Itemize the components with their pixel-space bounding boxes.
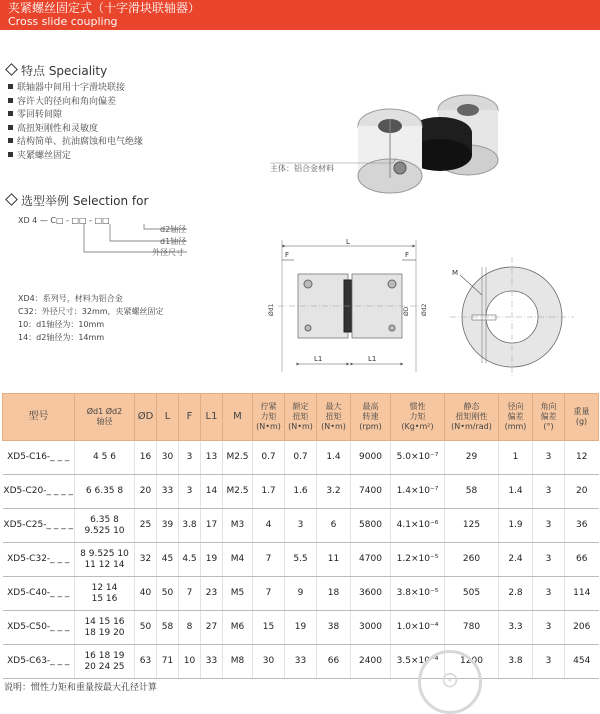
table-cell: 30 (253, 645, 285, 679)
table-cell: 9 (285, 577, 317, 611)
table-row (3, 577, 599, 611)
feature-item (8, 136, 143, 150)
page-subtitle: Cross slide coupling (8, 15, 118, 28)
table-cell: 23 (201, 577, 223, 611)
table-cell: 7400 (351, 475, 391, 509)
table-cell: 5800 (351, 509, 391, 543)
table-cell: 3.8×10⁻⁵ (391, 577, 445, 611)
footer-note: 说明：惯性力矩和重量按最大孔径计算 (4, 683, 158, 693)
table-cell: 63 (135, 645, 157, 679)
table-cell: XD5-C63-_ _ _ (3, 645, 75, 679)
table-cell: XD5-C40-_ _ _ (3, 577, 75, 611)
bullet-icon (8, 98, 13, 103)
feature-text: 夹紧螺丝固定 (17, 150, 72, 161)
table-cell: 17 (201, 509, 223, 543)
table-header-cell: 最高 转速 (rpm) (351, 394, 391, 441)
table-header-cell: 最大 扭矩 (N•m) (317, 394, 351, 441)
table-cell: 3 (179, 475, 201, 509)
dim-F: F (285, 251, 290, 259)
table-cell: 5.0×10⁻⁷ (391, 441, 445, 475)
label-od: 外径尺寸 (152, 248, 184, 257)
feature-item (8, 109, 143, 123)
bullet-icon (8, 152, 13, 157)
table-header-cell: 额定 扭矩 (N•m) (285, 394, 317, 441)
feature-item (8, 123, 143, 137)
table-cell: 18 (317, 577, 351, 611)
table-cell: 66 (317, 645, 351, 679)
table-cell: 45 (157, 543, 179, 577)
feature-item (8, 96, 143, 110)
features-heading-label: 特点 Speciality (21, 64, 108, 78)
table-cell: M2.5 (223, 475, 253, 509)
brand-watermark-icon: ⊙ (418, 650, 482, 714)
table-cell: 15 (253, 611, 285, 645)
table-header-cell: M (223, 394, 253, 441)
table-cell: 0.7 (253, 441, 285, 475)
table-cell: 3 (533, 475, 565, 509)
table-cell: 3 (285, 509, 317, 543)
spec-table (2, 393, 599, 679)
table-cell: 4.5 (179, 543, 201, 577)
table-cell: 32 (135, 543, 157, 577)
table-cell: 50 (157, 577, 179, 611)
table-cell: 505 (445, 577, 499, 611)
table-header-cell: 径向 偏差 (mm) (499, 394, 533, 441)
diamond-icon (5, 63, 18, 76)
table-cell: 4 5 6 (75, 441, 135, 475)
dim-M: M (452, 269, 459, 277)
table-cell: 19 (201, 543, 223, 577)
table-header-cell: Ød1 Ød2 轴径 (75, 394, 135, 441)
table-cell: 20 (135, 475, 157, 509)
table-cell: 3 (533, 441, 565, 475)
table-cell: 125 (445, 509, 499, 543)
table-header-cell: L1 (201, 394, 223, 441)
table-cell: 6 6.35 8 (75, 475, 135, 509)
dim-d1: Ød1 (268, 303, 275, 316)
table-cell: 3 (533, 611, 565, 645)
dim-d2: Ød2 (421, 303, 428, 316)
table-cell: M6 (223, 611, 253, 645)
table-cell: 36 (565, 509, 599, 543)
table-cell: XD5-C20-_ _ _ _ (3, 475, 75, 509)
dim-F-right: F (405, 251, 410, 259)
table-cell: 71 (157, 645, 179, 679)
table-cell: 8 9.525 10 11 12 14 (75, 543, 135, 577)
dim-L: L (346, 238, 350, 246)
table-cell: 6 (317, 509, 351, 543)
table-cell: XD5-C32-_ _ _ (3, 543, 75, 577)
table-cell: 2400 (351, 645, 391, 679)
label-d2: d2轴径 (160, 225, 187, 234)
table-cell: 30 (157, 441, 179, 475)
selection-heading-label: 选型举例 Selection for (21, 194, 149, 208)
end-view-drawing (440, 255, 585, 380)
selection-notes (18, 292, 164, 344)
table-cell: 12 14 15 16 (75, 577, 135, 611)
feature-text: 零回转间隙 (17, 110, 63, 120)
page-title: 夹紧螺丝固定式（十字滑块联轴器） (8, 1, 201, 15)
table-cell: 58 (445, 475, 499, 509)
product-photo (330, 88, 530, 198)
table-cell: 1 (499, 441, 533, 475)
feature-text: 联轴器中间用十字滑块联接 (17, 83, 126, 93)
table-cell: 9000 (351, 441, 391, 475)
bullet-icon (8, 125, 13, 130)
table-cell: 3 (533, 645, 565, 679)
table-cell: 2.4 (499, 543, 533, 577)
diamond-icon (5, 193, 18, 206)
features-heading (6, 62, 107, 79)
table-cell: 12 (565, 441, 599, 475)
table-row (3, 543, 599, 577)
label-d1: d1轴径 (160, 237, 187, 246)
table-cell: 13 (201, 441, 223, 475)
table-cell: 16 (135, 441, 157, 475)
table-cell: 5.5 (285, 543, 317, 577)
table-cell: XD5-C16-_ _ _ (3, 441, 75, 475)
table-cell: 3000 (351, 611, 391, 645)
table-row (3, 509, 599, 543)
table-header-cell: ØD (135, 394, 157, 441)
table-cell: 33 (201, 645, 223, 679)
table-row (3, 441, 599, 475)
table-cell: 1200 (445, 645, 499, 679)
table-header-cell: F (179, 394, 201, 441)
note-line: XD4：系列号，材料为铝合金 (18, 294, 123, 303)
table-cell: 19 (285, 611, 317, 645)
table-cell: 3 (179, 441, 201, 475)
table-cell: 1.4 (499, 475, 533, 509)
table-cell: XD5-C25-_ _ _ _ (3, 509, 75, 543)
table-header-cell: L (157, 394, 179, 441)
table-cell: 14 (201, 475, 223, 509)
table-cell: 14 15 16 18 19 20 (75, 611, 135, 645)
table-cell: 10 (179, 645, 201, 679)
table-cell: 3 (533, 577, 565, 611)
table-cell: 4.1×10⁻⁶ (391, 509, 445, 543)
table-header-cell: 角向 偏差 (°) (533, 394, 565, 441)
feature-text: 容许大的径向和角向偏差 (17, 96, 117, 107)
material-note: 主体：铝合金材料 (270, 164, 334, 173)
table-cell: 454 (565, 645, 599, 679)
table-cell: 3.8 (499, 645, 533, 679)
table-cell: 1.4×10⁻⁷ (391, 475, 445, 509)
table-header-cell: 静态 扭矩刚性 (N•m/rad) (445, 394, 499, 441)
table-cell: 58 (157, 611, 179, 645)
table-cell: 66 (565, 543, 599, 577)
material-leader-line (268, 158, 398, 168)
table-cell: 1.9 (499, 509, 533, 543)
table-cell: 7 (253, 577, 285, 611)
table-cell: M5 (223, 577, 253, 611)
table-cell: XD5-C50-_ _ _ (3, 611, 75, 645)
bullet-icon (8, 138, 13, 143)
table-header-cell: 型号 (3, 394, 75, 441)
table-cell: 6.35 8 9.525 10 (75, 509, 135, 543)
table-cell: 16 18 19 20 24 25 (75, 645, 135, 679)
table-header-cell: 重量 (g) (565, 394, 599, 441)
feature-item (8, 82, 143, 96)
table-cell: 4 (253, 509, 285, 543)
dim-L1-right: L1 (368, 355, 377, 363)
note-line: 14：d2轴径为：14mm (18, 333, 105, 342)
table-cell: 33 (285, 645, 317, 679)
bullet-icon (8, 84, 13, 89)
table-cell: 40 (135, 577, 157, 611)
code-callouts (60, 222, 210, 258)
feature-text: 结构简单、抗油腐蚀和电气绝缘 (17, 137, 144, 147)
table-cell: 0.7 (285, 441, 317, 475)
header-bar (0, 0, 600, 30)
table-cell: 1.6 (285, 475, 317, 509)
table-row (3, 475, 599, 509)
table-header-cell: 惯性 力矩 (Kg•m²) (391, 394, 445, 441)
table-cell: 33 (157, 475, 179, 509)
table-cell: 3600 (351, 577, 391, 611)
table-cell: 29 (445, 441, 499, 475)
table-cell: 780 (445, 611, 499, 645)
table-cell: 7 (179, 577, 201, 611)
table-cell: 3 (533, 543, 565, 577)
table-cell: 25 (135, 509, 157, 543)
table-cell: 260 (445, 543, 499, 577)
note-line: C32：外径尺寸：32mm，夹紧螺丝固定 (18, 307, 164, 316)
table-cell: 3.2 (317, 475, 351, 509)
table-cell: 20 (565, 475, 599, 509)
table-cell: 3.8 (179, 509, 201, 543)
bullet-icon (8, 111, 13, 116)
table-cell: 1.2×10⁻⁵ (391, 543, 445, 577)
table-cell: 3 (533, 509, 565, 543)
table-cell: 3.3 (499, 611, 533, 645)
table-cell: 1.0×10⁻⁴ (391, 611, 445, 645)
table-cell: 38 (317, 611, 351, 645)
model-code: XD 4 — C□ - □□ - □□ (18, 216, 110, 225)
table-cell: 11 (317, 543, 351, 577)
table-cell: 27 (201, 611, 223, 645)
table-row (3, 611, 599, 645)
table-row (3, 645, 599, 679)
table-cell: 4700 (351, 543, 391, 577)
side-view-drawing (268, 232, 430, 382)
table-cell: 50 (135, 611, 157, 645)
table-cell: M3 (223, 509, 253, 543)
note-line: 10：d1轴径为：10mm (18, 320, 105, 329)
table-cell: 1.7 (253, 475, 285, 509)
selection-heading (6, 192, 148, 209)
table-cell: M8 (223, 645, 253, 679)
table-cell: M4 (223, 543, 253, 577)
table-cell: 7 (253, 543, 285, 577)
table-cell: 39 (157, 509, 179, 543)
table-cell: 8 (179, 611, 201, 645)
feature-list (8, 82, 143, 163)
feature-text: 高扭矩刚性和灵敏度 (17, 123, 99, 134)
table-cell: 114 (565, 577, 599, 611)
table-cell: M2.5 (223, 441, 253, 475)
table-cell: 1.4 (317, 441, 351, 475)
table-header-cell: 拧紧 力矩 (N•m) (253, 394, 285, 441)
dim-L1: L1 (314, 355, 323, 363)
table-cell: 2.8 (499, 577, 533, 611)
table-cell: 3.5×10⁻⁴ (391, 645, 445, 679)
feature-item (8, 150, 143, 164)
table-cell: 206 (565, 611, 599, 645)
dim-D: ØD (403, 306, 410, 316)
table-header-row (3, 394, 599, 441)
